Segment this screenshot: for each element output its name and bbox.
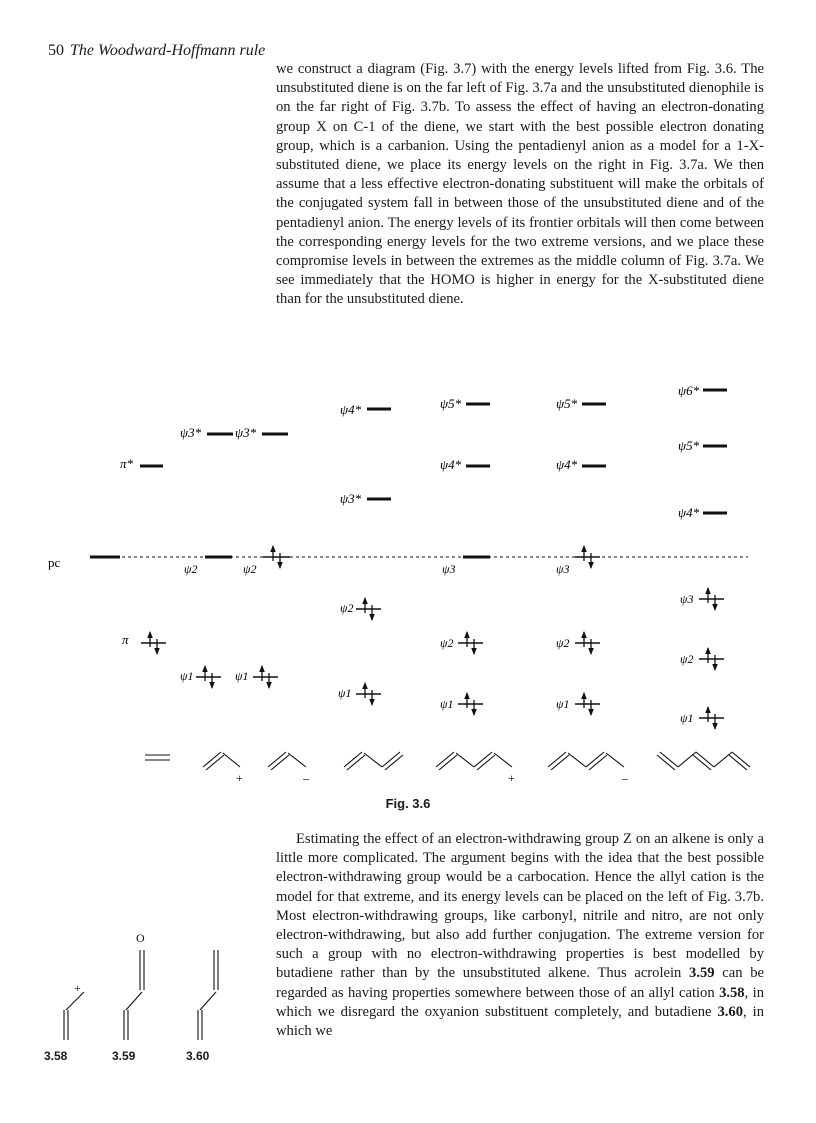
compound-ref: 3.58 [719, 984, 745, 1001]
psi5s-label: ψ5* [556, 396, 578, 411]
psi3-label: ψ3 [442, 562, 456, 576]
structure-charges [236, 771, 629, 785]
text-segment: , in which we [276, 1003, 764, 1040]
allyl-anion-structure [268, 752, 306, 770]
psi4s-label: ψ4* [440, 457, 462, 472]
oxygen-atom: O [136, 931, 145, 945]
compound-label: 3.60 [186, 1049, 210, 1063]
paragraph-intro: we construct a diagram (Fig. 3.7) with the energy levels lifted from Fig. 3.6. The unsubstituted diene is on the far left of Fig. 3.7a and the unsubstituted dienophile is on the far right of Fig. 3.7b. To assess the effect of having an electron-donating group X on C-1 of the diene, we start with the best possible electron donating group, which is a carbanion. Using the pentadienyl anion as a model for a 1-X-substituted diene, we place its energy levels on the right in Fig. 3.7a. We then assume that a less effective electron-donating substituent will make the orbitals of the conjugated system fall in between those of the unsubstituted diene and of the pentadienyl anion. The energy levels of its frontier orbitals will then come between the corresponding energy levels for the two extreme versions, and we place these compromise levels in between the extremes as the middle column of Fig. 3.7a. We see immediately that the HOMO is higher in energy for the X-substituted diene than for the unsubstituted diene. [276, 61, 764, 308]
compound-label: 3.59 [112, 1049, 136, 1063]
pentadienyl-anion-structure [548, 752, 624, 770]
psi3s-label: ψ3* [235, 425, 257, 440]
structure-3-58 [64, 981, 84, 1040]
psi6s-label: ψ6* [678, 383, 700, 398]
psi2-label: ψ2 [556, 636, 570, 650]
running-title: The Woodward-Hoffmann rule [70, 42, 266, 59]
psi4s-label: ψ4* [678, 505, 700, 520]
psi3-label: ψ3 [680, 592, 694, 606]
ethylene-structure [145, 755, 170, 760]
pentadienyl-anion-charge: – [622, 771, 628, 785]
psi2-label: ψ2 [184, 562, 198, 576]
pc-label: pc [48, 555, 61, 570]
psi2-label: ψ2 [243, 562, 257, 576]
psi3-label: ψ3 [556, 562, 570, 576]
column-hexatriene [678, 383, 727, 730]
psi1-label: ψ1 [235, 669, 249, 683]
paragraph-withdrawing [276, 830, 764, 1041]
psi2-label: ψ2 [440, 636, 454, 650]
allyl-cation-structure [203, 752, 240, 770]
psi1-label: ψ1 [556, 697, 570, 711]
column-ethylene [120, 456, 166, 655]
butadiene-structure [344, 752, 403, 770]
pentadienyl-cation-charge: + [508, 771, 515, 785]
compound-ref: 3.60 [717, 1003, 744, 1020]
column-pentadienyl-cation [440, 396, 490, 716]
structures-3-58-to-3-60 [40, 930, 240, 1040]
psi5s-label: ψ5* [440, 396, 462, 411]
compound-label: 3.58 [44, 1049, 68, 1063]
psi1-label: ψ1 [338, 686, 352, 700]
psi5s-label: ψ5* [678, 438, 700, 453]
psi4s-label: ψ4* [340, 402, 362, 417]
compound-ref: 3.59 [689, 965, 715, 982]
pentadienyl-cation-structure [436, 752, 512, 770]
structure-3-59 [124, 931, 145, 1040]
pi-star-label: π* [120, 456, 134, 471]
page-number: 50 [48, 42, 64, 59]
allyl-anion-charge: – [303, 771, 309, 785]
column-butadiene [338, 402, 391, 706]
allyl-cation-charge: + [236, 771, 243, 785]
psi3s-label: ψ3* [180, 425, 202, 440]
structure-3-60 [198, 950, 218, 1040]
text-segment: Estimating the effect of an electron-withdrawing group Z on an alkene is only a little more complicated. The argument begins with the idea that the best possible electron-withdrawing group would be a carbocation. Hence the allyl cation is the model for that extreme, and its energy levels can be placed on the left of Fig. 3.7b. Most electron-withdrawing groups, like carbonyl, nitrile and nitro, are not only electron-withdrawing, but also add further conjugation. The extreme version for such a group with no electron-withdrawing properties is best modelled by butadiene rather than by the unsubstituted alkene. Thus acrolein [276, 831, 764, 982]
psi2-label: ψ2 [340, 601, 354, 615]
text-segment: , in which we disregard the oxyanion substituent completely, and butadiene [276, 984, 765, 1020]
psi1-label: ψ1 [440, 697, 454, 711]
hexatriene-structure [657, 752, 750, 770]
psi3s-label: ψ3* [340, 491, 362, 506]
pi-label: π [122, 632, 129, 647]
psi1-label: ψ1 [680, 711, 694, 725]
psi4s-label: ψ4* [556, 457, 578, 472]
structures-row [145, 752, 750, 770]
psi1-label: ψ1 [180, 669, 194, 683]
psi2-label: ψ2 [680, 652, 694, 666]
column-pentadienyl-anion [556, 396, 606, 716]
cation-charge: + [74, 981, 81, 995]
column-allyl-cation [180, 425, 233, 689]
figure-caption: Fig. 3.6 [385, 796, 431, 811]
text-segment: can be regarded as having properties somewhere between those of an allyl cation [276, 965, 765, 1001]
